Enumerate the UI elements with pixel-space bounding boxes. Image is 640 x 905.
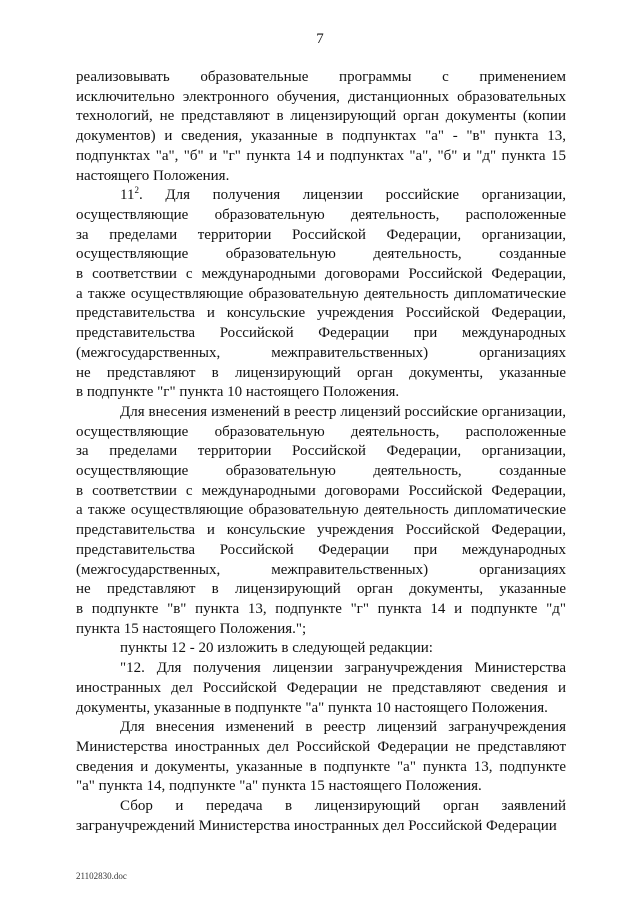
text-line: пункты 12 - 20 изложить в следующей редакции: <box>120 640 433 657</box>
text-line: "12. Для получения лицензии загранучреждения Министерства <box>120 660 566 677</box>
text-line: в подпункте "в" пункта 13, подпункте "г" пункта 14 и подпункте "д" <box>76 600 566 617</box>
paragraph <box>76 797 566 836</box>
text-line: в соответствии с международными договорами Российской Федерации, <box>76 266 566 283</box>
text-line: реализовывать образовательные программы с применением <box>76 69 566 85</box>
text-line: документы, указанные в подпункте "а" пункта 10 настоящего Положения. <box>76 699 548 716</box>
text-line <box>76 186 566 206</box>
document-filename-footer: 21102830.doc <box>76 871 127 881</box>
paragraph <box>76 186 566 403</box>
text-line: осуществляющие образовательную деятельность, расположенные <box>76 206 566 223</box>
text-line: загранучреждений Министерства иностранных дел Российской Федерации <box>76 817 557 834</box>
text-line: подпунктах "а", "б" и "г" пункта 14 и подпунктах "а", "б" и "д" пункта 15 <box>76 147 566 164</box>
text-line: Сбор и передача в лицензирующий орган заявлений <box>120 798 566 815</box>
text-line: в соответствии с международными договорами Российской Федерации, <box>76 482 566 499</box>
paragraph <box>76 639 566 659</box>
text-line-content: . Для получения лицензии российские организации, <box>138 187 566 204</box>
text-line: Для внесения изменений в реестр лицензий российские организации, <box>120 403 566 420</box>
text-line: в подпункте "г" пункта 10 настоящего Положения. <box>76 384 400 401</box>
text-line: "а" пункта 14, подпункте "а" пункта 15 настоящего Положения. <box>76 778 482 795</box>
clause-number-superscript: 2 <box>134 185 139 196</box>
text-line: представительства и консульские учреждения Российской Федерации, <box>76 522 566 539</box>
text-line: представительства Российской Федерации при международных <box>76 325 566 342</box>
text-line: осуществляющие образовательную деятельность, созданные <box>76 246 566 263</box>
text-line: пункта 15 настоящего Положения."; <box>76 620 307 637</box>
text-line: (межгосударственных, межправительственных) организациях <box>76 344 566 361</box>
text-line: Министерства иностранных дел Российской Федерации не представляют <box>76 738 566 755</box>
paragraph-list <box>76 68 566 836</box>
text-line: за пределами территории Российской Федерации, организации, <box>76 226 566 243</box>
text-line: настоящего Положения. <box>76 167 230 184</box>
text-line: осуществляющие образовательную деятельность, расположенные <box>76 423 566 440</box>
text-line: а также осуществляющие образовательную деятельность дипломатические <box>76 502 566 519</box>
text-line: представительства Российской Федерации при международных <box>76 541 566 558</box>
paragraph <box>76 68 566 186</box>
paragraph <box>76 718 566 797</box>
text-line: технологий, не представляют в лицензирующий орган документы (копии <box>76 108 566 125</box>
text-line: (межгосударственных, межправительственных) организациях <box>76 561 566 578</box>
text-line: сведения и документы, указанные в подпункте "а" пункта 13, подпункте <box>76 758 566 775</box>
paragraph <box>76 659 566 718</box>
text-line: осуществляющие образовательную деятельность, созданные <box>76 463 566 480</box>
document-body <box>76 68 566 836</box>
clause-number: 11 <box>120 187 135 204</box>
page-number: 7 <box>316 31 324 47</box>
text-line: представительства и консульские учреждения Российской Федерации, <box>76 305 566 322</box>
paragraph <box>76 403 566 639</box>
text-line: документов) и сведения, указанные в подпунктах "а" - "в" пункта 13, <box>76 128 566 145</box>
text-line: а также осуществляющие образовательную деятельность дипломатические <box>76 285 566 302</box>
text-line: не представляют в лицензирующий орган документы, указанные <box>76 364 566 381</box>
text-line: иностранных дел Российской Федерации не представляют сведения и <box>76 679 566 696</box>
text-line: не представляют в лицензирующий орган документы, указанные <box>76 581 566 598</box>
text-line: Для внесения изменений в реестр лицензий загранучреждения <box>120 719 566 736</box>
text-line: за пределами территории Российской Федерации, организации, <box>76 443 566 460</box>
text-line: исключительно электронного обучения, дистанционных образовательных <box>76 88 566 105</box>
